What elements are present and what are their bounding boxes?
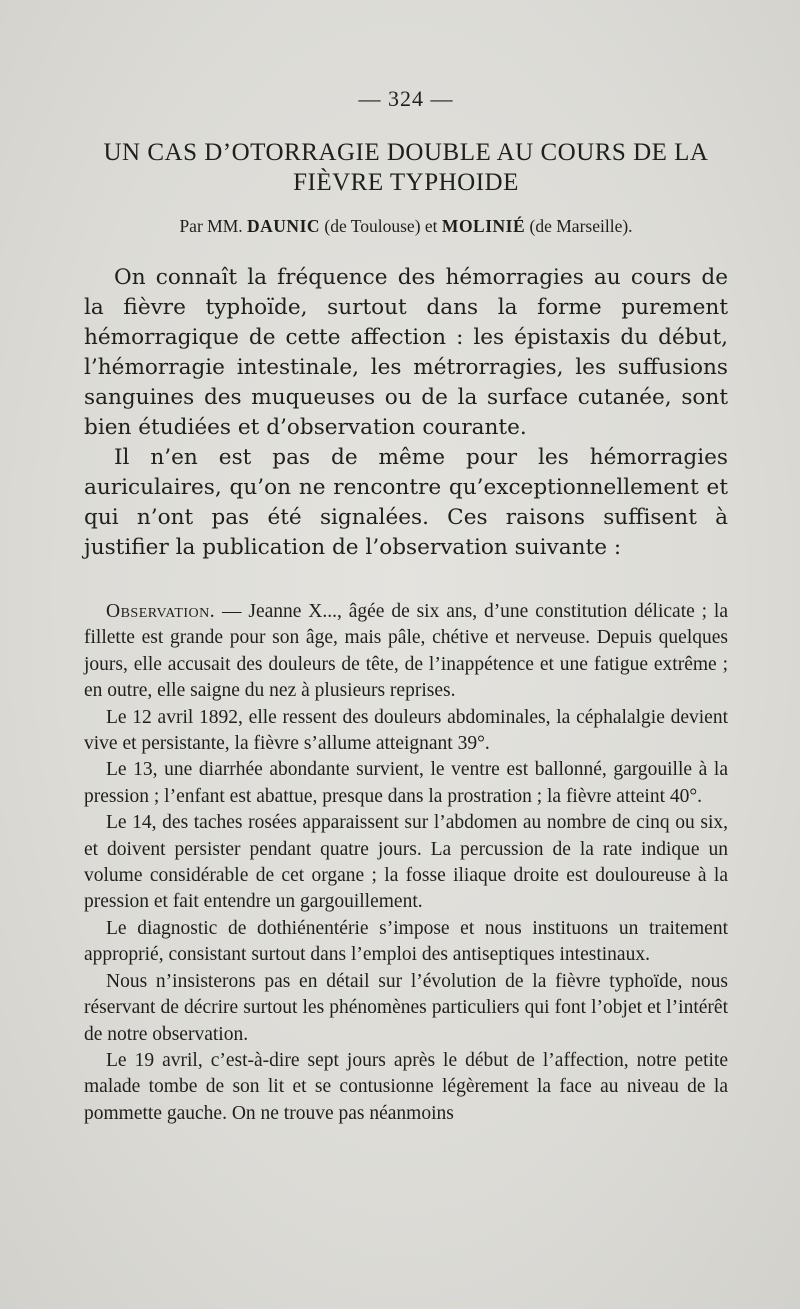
title-line-2: FIÈVRE TYPHOIDE bbox=[293, 169, 519, 196]
observation-paragraph: Nous n’insisterons pas en détail sur l’évolution de la fièvre typhoïde, nous réservant de décrire surtout les phénomènes particuliers qui font l’objet et l’intérêt de notre observation. bbox=[84, 970, 728, 1045]
author-2-origin: (de Marseille). bbox=[529, 216, 633, 236]
title-line-1: UN CAS D’OTORRAGIE DOUBLE AU COURS DE LA bbox=[103, 139, 709, 166]
observation-label: Observation. bbox=[106, 601, 216, 622]
observation-paragraph: Le 14, des taches rosées apparaissent sur l’abdomen au nombre de cinq ou six, et doivent persister pendant quatre jours. La percussion de la rate indique un volume considérable de cet organe ; la fosse iliaque droite est douloureuse à la pression et fait entendre un gargouillement. bbox=[84, 812, 728, 913]
author-2: MOLINIÉ bbox=[441, 216, 526, 236]
author-1-origin: (de Toulouse) et bbox=[324, 216, 438, 236]
byline bbox=[84, 216, 728, 237]
byline-prefix: Par MM. bbox=[179, 216, 243, 236]
observation-paragraph: Le 12 avril 1892, elle ressent des douleurs abdominales, la céphalalgie devient vive et persistante, la fièvre s’allume atteignant 39°. bbox=[84, 706, 728, 755]
intro-paragraph: On connaît la fréquence des hémorragies au cours de la fièvre typhoïde, surtout dans la forme purement hémorragique de cette affection : les épistaxis du début, l’hémorragie intestinale, les métrorragies, les suffusions sanguines des muqueuses ou de la surface cutanée, sont bien étudiées et d’observation courante. bbox=[84, 265, 728, 440]
observation-first-paragraph bbox=[84, 599, 728, 705]
observation-paragraph: Le diagnostic de dothiénentérie s’impose et nous instituons un traitement approprié, consistant surtout dans l’emploi des antiseptiques intestinaux. bbox=[84, 917, 728, 966]
observation-paragraph: Le 19 avril, c’est-à-dire sept jours après le début de l’affection, notre petite malade tombe de son lit et se contusionne légèrement la face au niveau de la pommette gauche. On ne trouve pas néanmoins bbox=[84, 1049, 728, 1124]
intro-paragraph: Il n’en est pas de même pour les hémorragies auriculaires, qu’on ne rencontre qu’exceptionnellement et qui n’ont pas été signalées. Ces raisons suffisent à justifier la publication de l’observation suivante : bbox=[84, 445, 728, 560]
observation-first-text: — Jeanne X..., âgée de six ans, d’une constitution délicate ; la fillette est grande pour son âge, mais pâle, chétive et nerveuse. Depuis quelques jours, elle accusait des douleurs de tête, de l’inappétence et une fatigue extrême ; en outre, elle saigne du nez à plusieurs reprises. bbox=[84, 601, 728, 702]
introduction bbox=[84, 263, 728, 563]
observation-paragraph: Le 13, une diarrhée abondante survient, le ventre est ballonné, gargouille à la pression ; l’enfant est abattue, presque dans la prostration ; la fièvre atteint 40°. bbox=[84, 759, 728, 807]
observation-section bbox=[84, 599, 728, 1127]
author-1: DAUNIC bbox=[247, 216, 321, 236]
article-title bbox=[84, 138, 728, 198]
page-number: — 324 — bbox=[358, 86, 454, 111]
